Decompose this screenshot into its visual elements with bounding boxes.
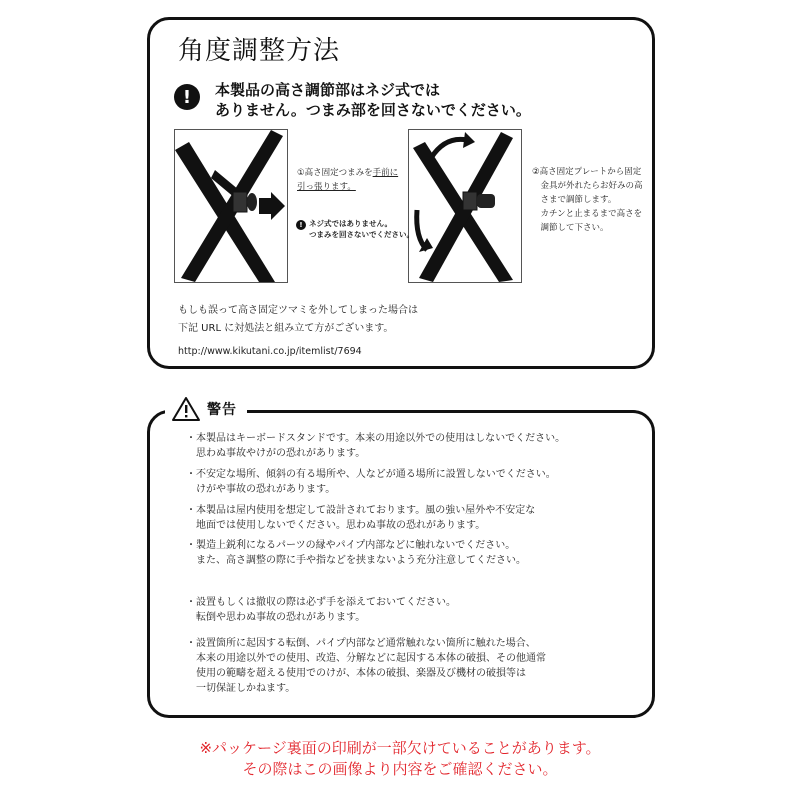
warning-item xyxy=(186,595,456,625)
step1-caution xyxy=(309,218,414,240)
exclamation-circle-icon: ! xyxy=(174,84,200,110)
step2-line: カチンと止まるまで高さを xyxy=(532,209,643,219)
warning-item xyxy=(186,467,556,497)
screw-notice xyxy=(215,80,531,120)
warning-item-line: ・不安定な場所、傾斜の有る場所や、人などが通る場所に設置しないでください。 xyxy=(186,469,556,480)
warning-item xyxy=(186,503,535,533)
screw-notice-line1: 本製品の高さ調節部はネジ式では xyxy=(215,81,441,99)
warning-item-line: ・製造上鋭利になるパーツの縁やパイプ内部などに触れないでください。 xyxy=(186,540,516,551)
support-url[interactable]: http://www.kikutani.co.jp/itemlist/7694 xyxy=(178,346,362,357)
step1-caution-line1: ネジ式ではありません。 xyxy=(309,219,392,228)
warning-title: 警告 xyxy=(207,402,237,418)
package-print-note-line2: その際はこの画像より内容をご確認ください。 xyxy=(242,760,558,778)
package-print-note-line1: ※パッケージ裏面の印刷が一部欠けていることがあります。 xyxy=(199,739,601,757)
step1-caution-line2: つまみを回さないでください。 xyxy=(309,230,414,239)
warning-item xyxy=(186,431,565,461)
step1-instruction xyxy=(297,166,398,194)
small-exclamation-icon: ! xyxy=(296,220,306,230)
warning-item-line: 地面では使用しないでください。思わぬ事故の恐れがあります。 xyxy=(186,520,486,531)
warning-item-line: ・設置もしくは撤収の際は必ず手を添えておいてください。 xyxy=(186,597,456,608)
step2-line: 金具が外れたらお好みの高 xyxy=(532,181,643,191)
step1-line1-text: ①高さ固定つまみを xyxy=(297,168,373,178)
warning-item-line: 一切保証しかねます。 xyxy=(186,683,296,694)
warning-item-line: けがや事故の恐れがあります。 xyxy=(186,484,336,495)
footer-note-line2: 下記 URL に対処法と組み立て方がございます。 xyxy=(178,323,394,334)
angle-section-title: 角度調整方法 xyxy=(178,36,341,66)
warning-item xyxy=(186,636,546,696)
warning-item-line: 本来の用途以外での使用、改造、分解などに起因する本体の破損、その他通常 xyxy=(186,653,546,664)
warning-header xyxy=(165,392,247,426)
warning-item-line: ・本製品はキーボードスタンドです。本来の用途以外での使用はしないでください。 xyxy=(186,433,566,444)
step1-illustration xyxy=(174,129,288,283)
warning-item-line: 思わぬ事故やけがの恐れがあります。 xyxy=(186,448,366,459)
warning-item xyxy=(186,538,526,568)
warning-item-line: ・本製品は屋内使用を想定して設計されております。風の強い屋外や不安定な xyxy=(186,505,536,516)
package-print-note xyxy=(0,738,800,780)
step2-line: 調節して下さい。 xyxy=(532,223,609,233)
warning-item-line: また、高さ調整の際に手や指などを挟まないよう充分注意してください。 xyxy=(186,555,526,566)
footer-note-line1: もしも誤って高さ固定ツマミを外してしまった場合は xyxy=(178,305,418,316)
stand-adjust-height-illustration xyxy=(409,130,521,282)
step1-line1-underlined: 手前に xyxy=(372,168,399,178)
step1-line2: 引っ張ります。 xyxy=(297,182,356,192)
step2-line: さまで調節します。 xyxy=(532,195,617,205)
step2-instruction xyxy=(532,165,652,235)
screw-notice-line2: ありません。つまみ部を回さないでください。 xyxy=(215,101,531,119)
warning-triangle-icon xyxy=(171,396,201,422)
warning-item-line: 転倒や思わぬ事故の恐れがあります。 xyxy=(186,612,366,623)
step2-illustration xyxy=(408,129,522,283)
warning-item-line: 使用の範疇を超える使用でのけが、本体の破損、楽器及び機材の破損等は xyxy=(186,668,526,679)
warning-item-line: ・設置箇所に起因する転倒、パイプ内部など通常触れない箇所に触れた場合、 xyxy=(186,638,536,649)
stand-pull-knob-illustration xyxy=(175,130,287,282)
step1-line1 xyxy=(297,166,398,180)
step2-line: ②高さ固定プレートから固定 xyxy=(532,167,642,177)
